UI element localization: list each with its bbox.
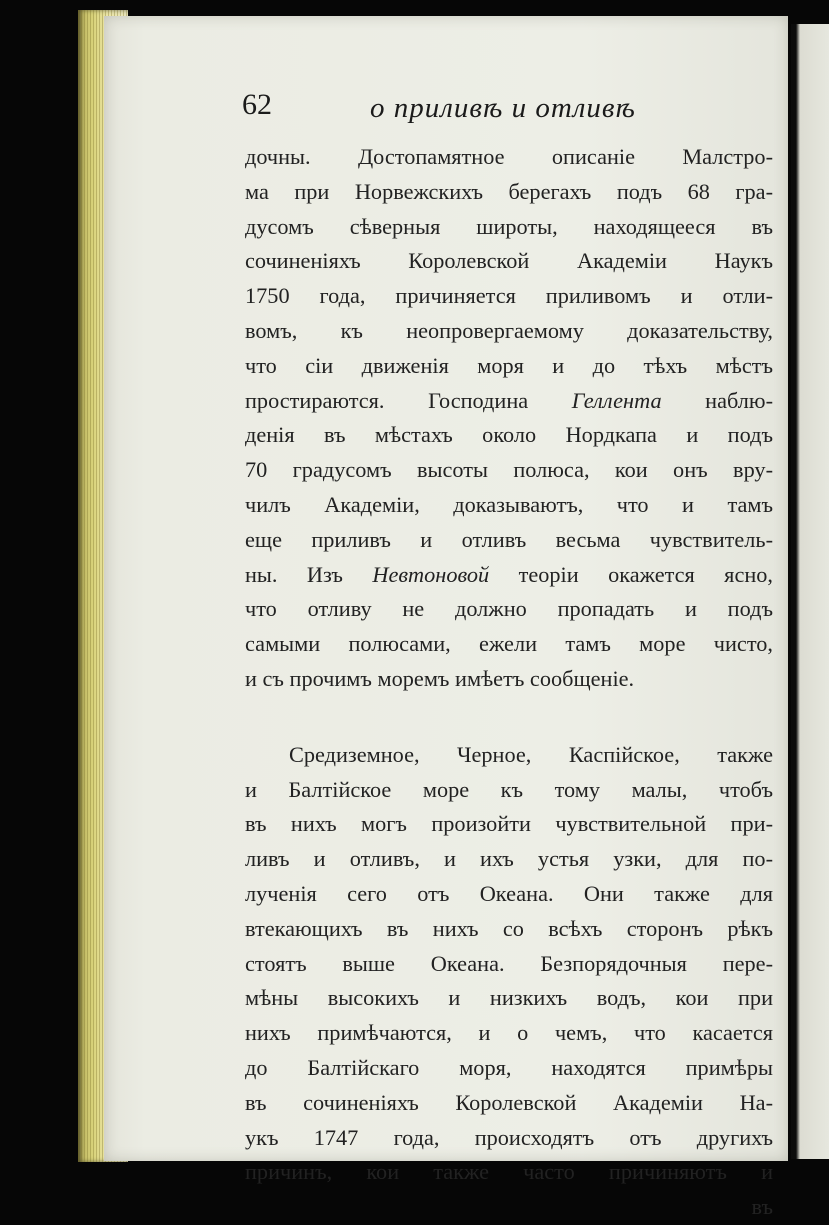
text-line	[245, 384, 773, 419]
text-segment: простираются. Господина	[245, 387, 572, 413]
text-line: втекающихъ въ нихъ со всѣхъ сторонъ рѣкъ	[245, 915, 773, 941]
text-line: вомъ, къ неопровергаемому доказательству,	[245, 317, 773, 343]
catchword: въ	[751, 1194, 773, 1220]
text-line: дочны. Достопамятное описанiе Малстро-	[245, 144, 773, 169]
text-line: въ нихъ могъ произойти чувствительной при-	[245, 811, 773, 837]
text-line: ливъ и отливъ, и ихъ устья узки, для по-	[245, 846, 773, 872]
text-line: еще приливъ и отливъ весьма чувствитель-	[245, 526, 773, 552]
text-line: до Балтiйскаго моря, находятся примѣры	[245, 1054, 773, 1080]
text-line	[245, 558, 773, 593]
text-line: лученiя сего отъ Океана. Они также для	[245, 880, 773, 906]
text-line: что отливу не должно пропадать и подъ	[245, 596, 773, 622]
text-line: мѣны высокихъ и низкихъ водъ, кои при	[245, 985, 773, 1011]
text-line: дусомъ сѣверныя широты, находящееся въ	[245, 213, 773, 239]
text-line: чилъ Академiи, доказываютъ, что и тамъ	[245, 491, 773, 517]
text-line: укъ 1747 года, происходятъ отъ другихъ	[245, 1124, 773, 1150]
text-line: и съ прочимъ моремъ имѣетъ сообщенiе.	[245, 665, 635, 691]
text-line: сочиненiяхъ Королевской Академiи Наукъ	[245, 248, 773, 274]
text-line: стоятъ выше Океана. Безпорядочныя пере-	[245, 950, 773, 976]
text-line: Средиземное, Черное, Каспiйское, также	[289, 741, 773, 767]
text-line: причинъ, кои также часто причиняютъ и	[245, 1159, 773, 1185]
text-line: ма при Норвежскихъ берегахъ подъ 68 гра-	[245, 178, 773, 204]
text-line: и Балтiйское море къ тому малы, чтобъ	[245, 776, 773, 802]
paragraph-gap	[245, 697, 773, 738]
text-segment: наблю-	[661, 387, 773, 413]
text-line: нихъ примѣчаются, и о чемъ, что касается	[245, 1020, 773, 1046]
text-line: 70 градусомъ высоты полюса, кои онъ вру-	[245, 457, 773, 483]
page-number: 62	[242, 88, 272, 121]
facing-page-edge	[791, 24, 829, 1159]
text-line: самыми полюсами, ежели тамъ море чисто,	[245, 631, 773, 657]
text-line: 1750 года, причиняется приливомъ и отли-	[245, 283, 773, 309]
text-block	[245, 140, 773, 1225]
text-line: денiя въ мѣстахъ около Нордкапа и подъ	[245, 422, 773, 448]
italic-name: Невтоновой	[372, 561, 490, 587]
text-segment: теорiи окажется ясно,	[489, 561, 773, 587]
italic-name: Геллента	[571, 387, 662, 413]
running-head: о приливѣ и отливѣ	[370, 92, 636, 124]
text-line: въ сочиненiяхъ Королевской Академiи На-	[245, 1089, 773, 1115]
text-segment: ны. Изъ	[245, 561, 373, 587]
text-line: что сiи движенiя моря и до тѣхъ мѣстъ	[245, 352, 773, 378]
